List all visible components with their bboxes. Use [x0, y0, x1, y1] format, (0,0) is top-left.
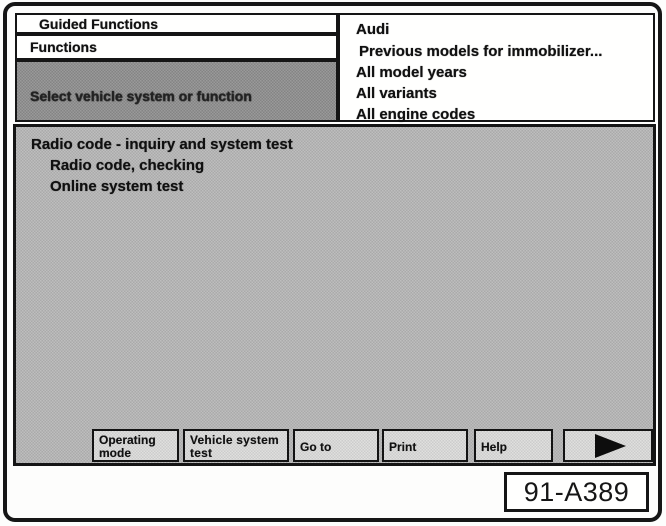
play-right-triangle-icon: [595, 434, 626, 458]
list-item-radio-code-checking[interactable]: Radio code, checking: [50, 157, 205, 174]
functions-label: Functions: [30, 39, 97, 55]
function-selection-area: [13, 124, 656, 466]
vehicle-model-years: All model years: [356, 64, 467, 81]
vehicle-engine-codes: All engine codes: [356, 106, 476, 123]
select-system-prompt-label: Select vehicle system or function: [30, 88, 252, 104]
functions-title: [15, 34, 338, 60]
figure-number-label: 91-A389: [523, 476, 630, 507]
print-button[interactable]: Print: [382, 429, 468, 462]
figure-number-box: [504, 472, 649, 512]
guided-functions-label: Guided Functions: [39, 15, 158, 32]
list-item-radio-code-inquiry[interactable]: Radio code - inquiry and system test: [31, 136, 293, 153]
vehicle-model: Previous models for immobilizer...: [359, 43, 603, 60]
vehicle-info-panel: [338, 13, 655, 122]
guided-functions-title: [15, 13, 338, 34]
vehicle-brand: Audi: [356, 21, 390, 38]
vehicle-variants: All variants: [356, 85, 437, 102]
operating-mode-button[interactable]: Operating mode: [92, 429, 179, 462]
list-item-online-system-test[interactable]: Online system test: [50, 178, 184, 195]
vehicle-system-test-button[interactable]: Vehicle system test: [183, 429, 289, 462]
select-system-prompt: [15, 60, 338, 122]
next-button[interactable]: [563, 429, 653, 462]
function-list: [16, 127, 653, 197]
go-to-button[interactable]: Go to: [293, 429, 379, 462]
help-button[interactable]: Help: [474, 429, 553, 462]
